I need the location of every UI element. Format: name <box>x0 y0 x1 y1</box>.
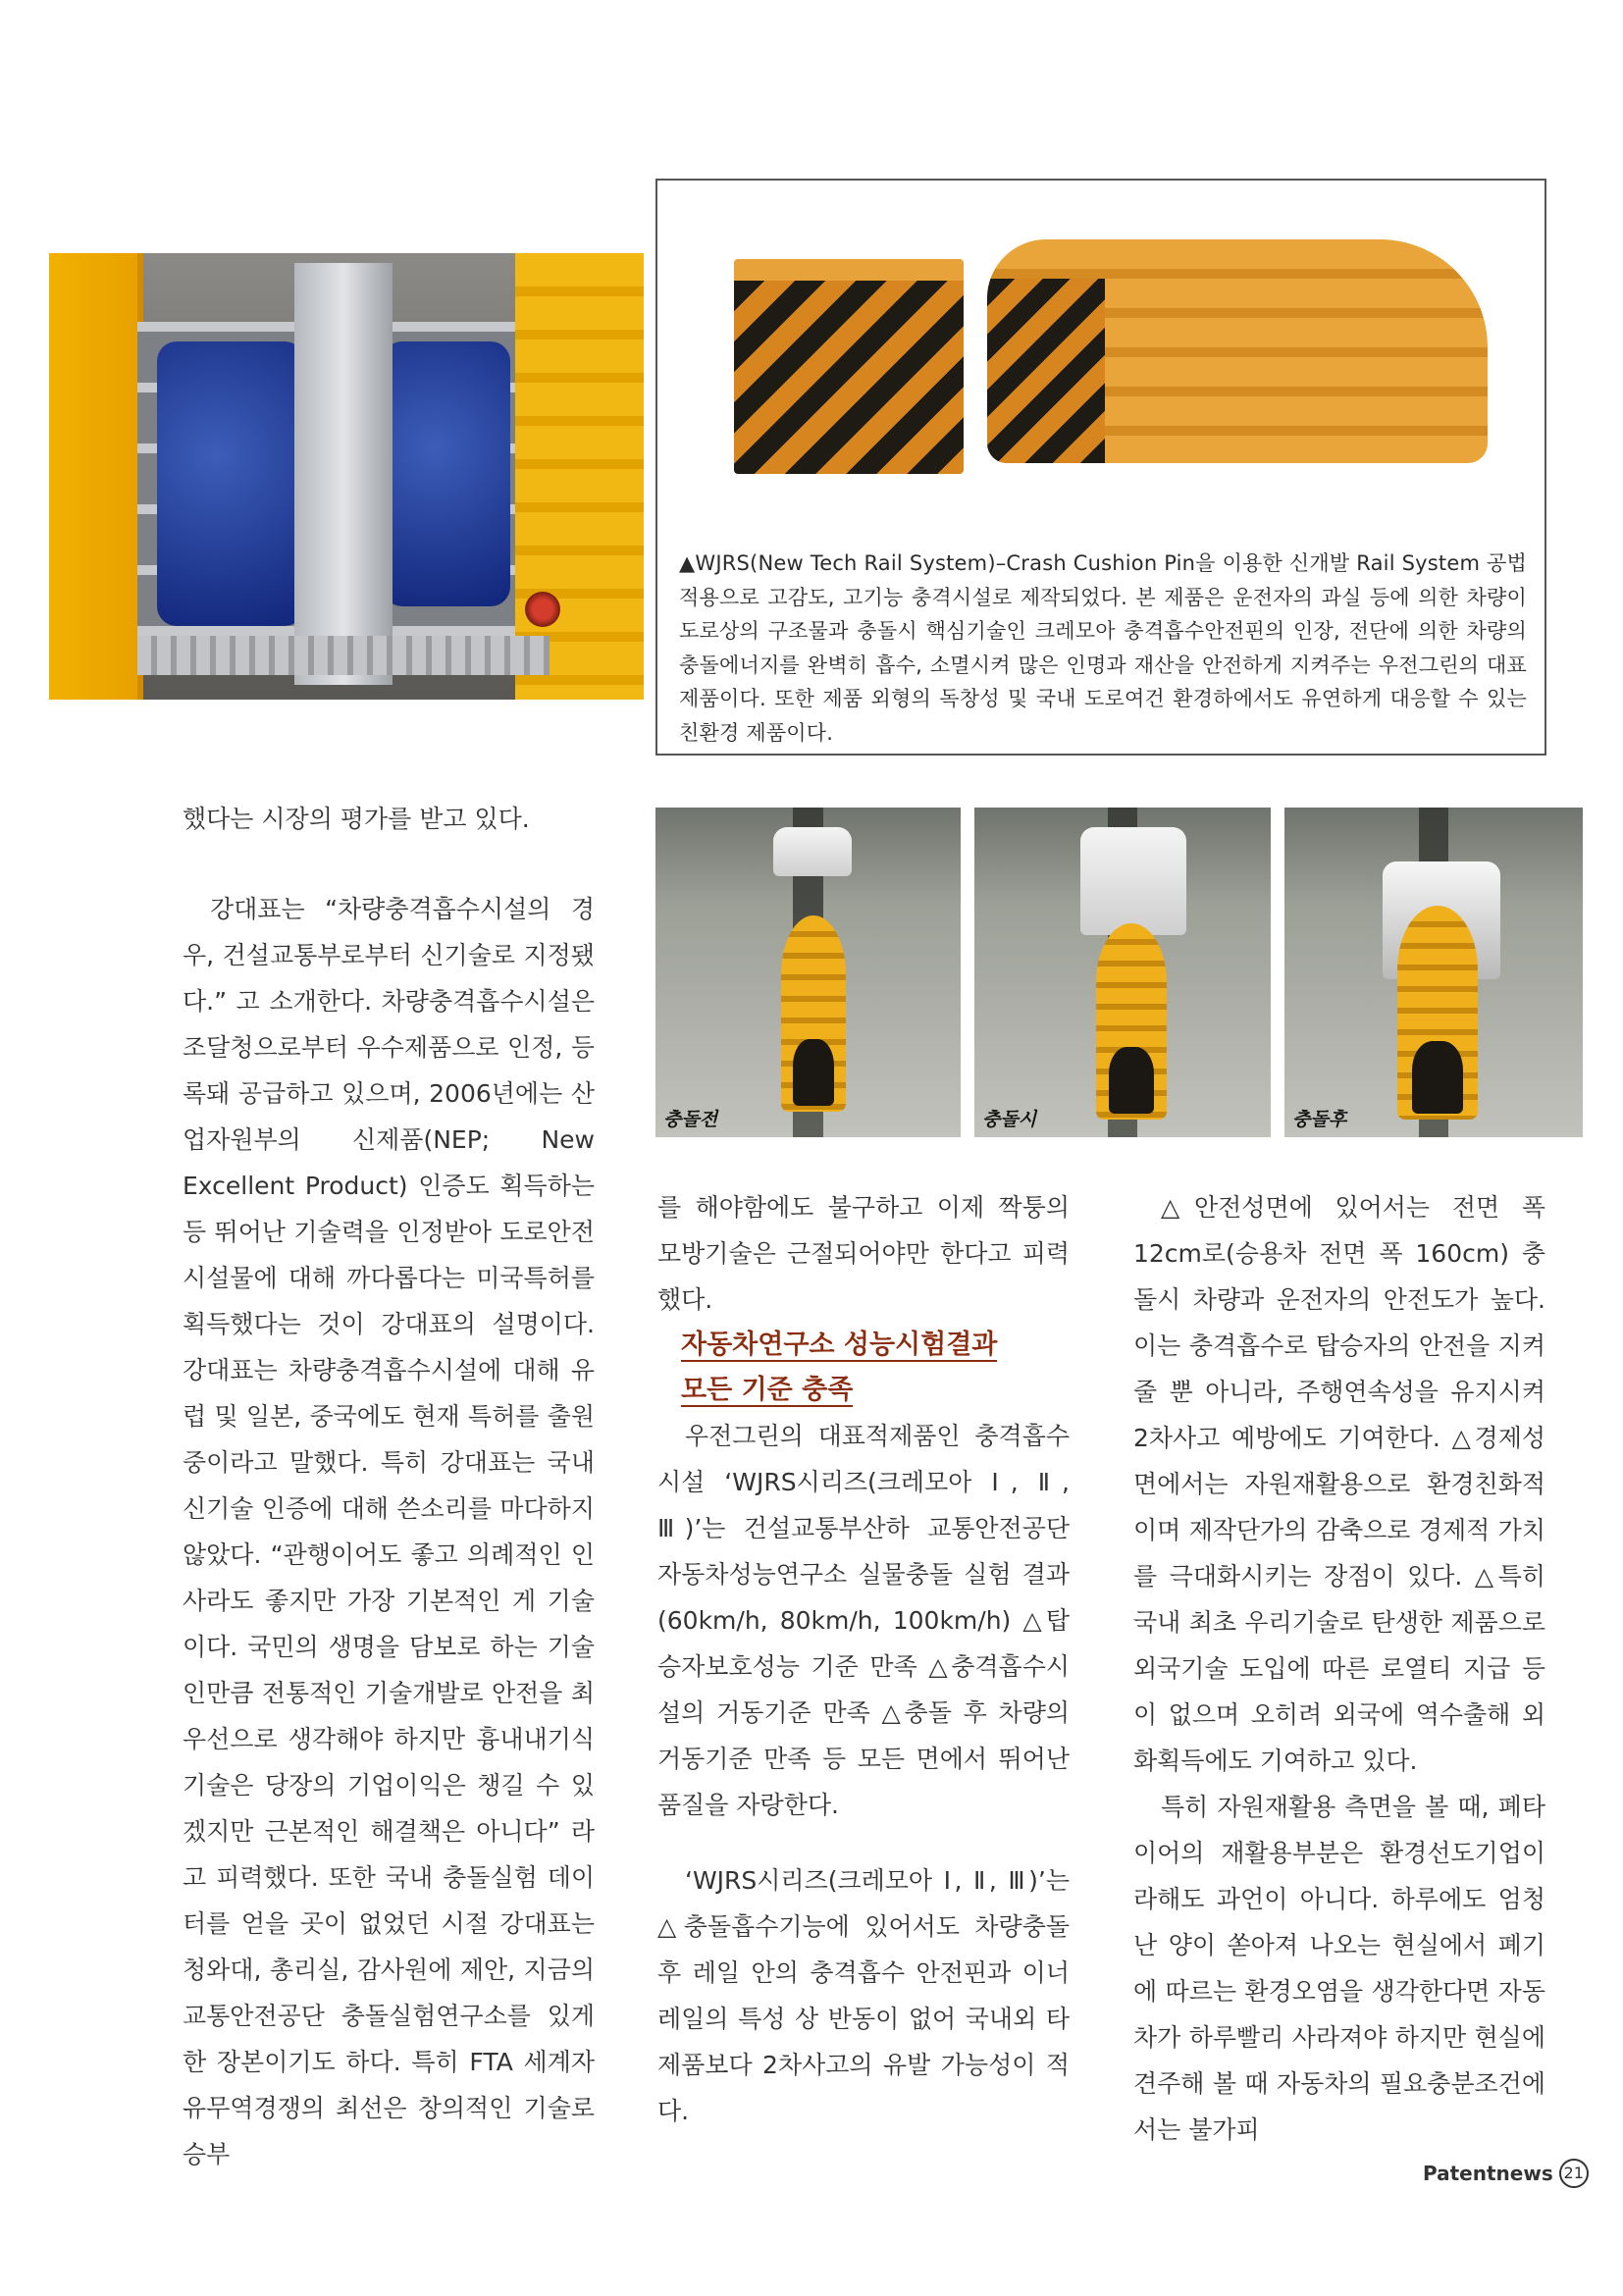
column-right <box>1133 1184 1545 2153</box>
section-heading <box>681 1323 1070 1413</box>
middle-paragraph-2: 우전그린의 대표적제품인 충격흡수시설 ‘WJRS시리즈(크레모아 Ⅰ, Ⅱ, Ⅲ)’는 건설교통부산하 교통안전공단 자동차성능연구소 실물충돌 실험 결과(60km/h, 80km/h, 100km/h) △탑승자보호성능 기준 만족 △충격흡수시설의 거동기준 만족 △충돌 후 차량의 거동기준 만족 등 모든 면에서 뛰어난 품질을 자랑한다. <box>657 1422 1070 1819</box>
column-left <box>183 796 595 2177</box>
middle-paragraph-3: ‘WJRS시리즈(크레모아 Ⅰ, Ⅱ, Ⅲ)’는 △충돌흡수기능에 있어서도 차량충돌 후 레일 안의 충격흡수 안전핀과 이너레일의 특성 상 반동이 없어 국내외 타 제품보다 2차사고의 유발 가능성이 적다. <box>657 1866 1070 2125</box>
crash-label-during: 충돌시 <box>982 1109 1037 1130</box>
crash-cushion-front-photo <box>734 259 964 474</box>
crash-cushion-internal-photo <box>49 253 644 700</box>
page-footer <box>1423 2159 1589 2188</box>
footer-brand: Patentnews <box>1423 2162 1553 2185</box>
right-paragraph-1: △안전성면에 있어서는 전면 폭 12cm로(승용차 전면 폭 160cm) 충돌시 차량과 운전자의 안전도가 높다. 이는 충격흡수로 탑승자의 안전을 지켜줄 뿐 아니라, 주행연속성을 유지시켜 2차사고 예방에도 기여한다. △경제성면에서는 자원재활용으로 환경친화적이며 제작단가의 감축으로 경제적 가치를 극대화시키는 장점이 있다. △특히 국내 최초 우리기술로 탄생한 제품으로 외국기술 도입에 따른 로열티 지급 등이 없으며 오히려 외국에 역수출해 외화획득에도 기여하고 있다. <box>1133 1193 1545 1775</box>
crash-cushion-side-photo <box>987 239 1488 463</box>
left-paragraph: 강대표는 “차량충격흡수시설의 경우, 건설교통부로부터 신기술로 지정됐다.” 고 소개한다. 차량충격흡수시설은 조달청으로부터 우수제품으로 인정, 등록돼 공급하고 있으며, 2006년에는 산업자원부의 신제품(NEP; New Excellent Product) 인증도 획득하는 등 뛰어난 기술력을 인정받아 도로안전시설물에 대해 까다롭다는 미국특허를 획득했다는 것이 강대표의 설명이다. 강대표는 차량충격흡수시설에 대해 유럽 및 일본, 중국에도 현재 특허를 출원중이라고 말했다. 특히 강대표는 국내 신기술 인증에 대해 쓴소리를 마다하지 않았다. “관행이어도 좋고 의례적인 인사라도 좋지만 가장 기본적인 게 기술이다. 국민의 생명을 담보로 하는 기술인만큼 전통적인 기술개발로 안전을 최우선으로 생각해야 하지만 흉내내기식 기술은 당장의 기업이익은 챙길 수 있겠지만 근본적인 해결책은 아니다” 라고 피력했다. 또한 국내 충돌실험 데이터를 얻을 곳이 없었던 시절 강대표는 청와대, 총리실, 감사원에 제안, 지금의 교통안전공단 충돌실험연구소를 있게 한 장본이기도 하다. 특히 FTA 세계자유무역경쟁의 최선은 창의적인 기술로 승부 <box>183 895 595 2168</box>
crash-photo-during <box>974 808 1271 1137</box>
left-lead-text: 했다는 시장의 평가를 받고 있다. <box>183 805 530 833</box>
section-heading-line2: 모든 기준 충족 <box>681 1375 854 1405</box>
product-figure-box <box>655 179 1546 756</box>
crash-photo-before <box>655 808 961 1137</box>
crash-label-after: 충돌후 <box>1292 1109 1347 1130</box>
section-heading-line1: 자동차연구소 성능시험결과 <box>681 1330 998 1360</box>
figure-caption: ▲WJRS(New Tech Rail System)–Crash Cushion Pin을 이용한 신개발 Rail System 공법 적용으로 고감도, 고기능 충격시설로 제작되었다. 본 제품은 운전자의 과실 등에 의한 차량이 도로상의 구조물과 충돌시 핵심기술인 크레모아 충격흡수안전핀의 인장, 전단에 의한 차량의 충돌에너지를 완벽히 흡수, 소멸시켜 많은 인명과 재산을 안전하게 지켜주는 우전그린의 대표 제품이다. 또한 제품 외형의 독창성 및 국내 도로여건 환경하에서도 유연하게 대응할 수 있는 친환경 제품이다. <box>679 551 1527 745</box>
right-paragraph-2: 특히 자원재활용 측면을 볼 때, 폐타이어의 재활용부분은 환경선도기업이라해도 과언이 아니다. 하루에도 엄청난 양이 쏟아져 나오는 현실에서 폐기에 따르는 환경오염을 생각한다면 자동차가 하루빨리 사라져야 하지만 현실에 견주해 볼 때 자동차의 필요충분조건에서는 불가피 <box>1133 1793 1545 2144</box>
page-number: 21 <box>1559 2159 1589 2188</box>
crash-photo-after <box>1284 808 1583 1137</box>
crash-label-before: 충돌전 <box>663 1109 718 1130</box>
middle-paragraph-1: 를 해야함에도 불구하고 이제 짝퉁의 모방기술은 근절되어야만 한다고 피력했다. <box>657 1193 1070 1314</box>
column-middle <box>657 1184 1070 2134</box>
